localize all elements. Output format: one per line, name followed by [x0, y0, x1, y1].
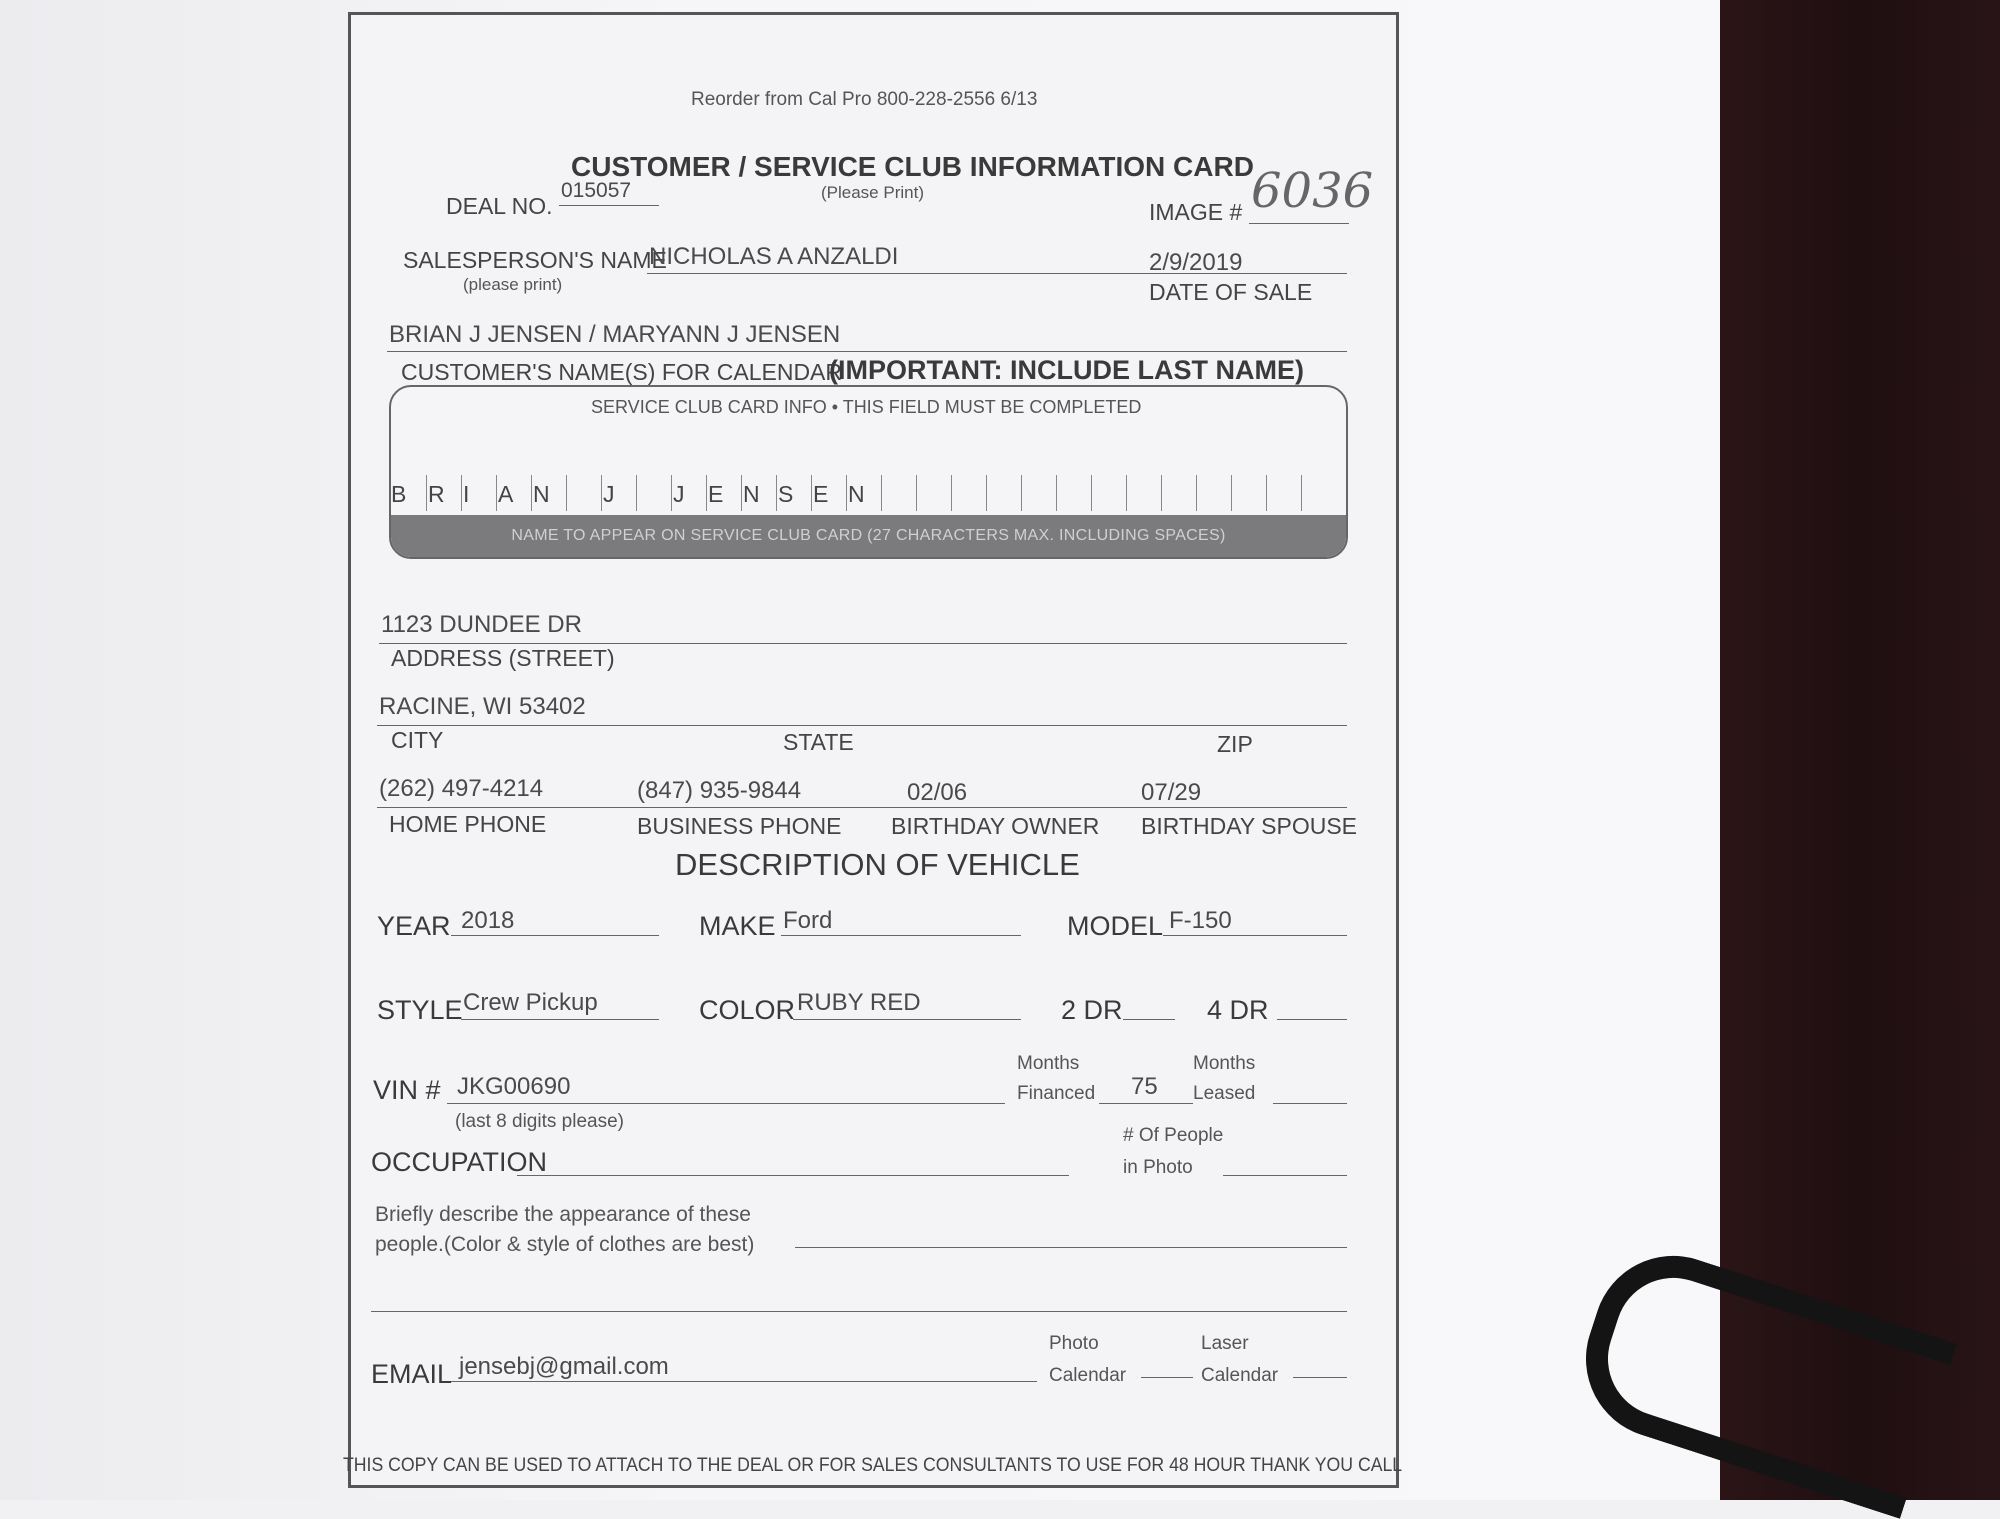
model-value: F-150 — [1169, 907, 1232, 934]
important-note: (IMPORTANT: INCLUDE LAST NAME) — [829, 355, 1304, 385]
vin-sublabel: (last 8 digits please) — [455, 1111, 624, 1132]
image-no-label: IMAGE # — [1149, 199, 1243, 225]
city-label: CITY — [391, 727, 444, 753]
style-value: Crew Pickup — [463, 989, 598, 1016]
zip-label: ZIP — [1217, 731, 1253, 757]
customer-names-label: CUSTOMER'S NAME(S) FOR CALENDAR — [401, 359, 843, 385]
describe-label-2: people.(Color & style of clothes are best) — [375, 1233, 755, 1256]
business-phone-value: (847) 935-9844 — [637, 777, 802, 804]
club-letter: B — [391, 481, 407, 507]
club-letter: N — [743, 481, 760, 507]
photo-calendar-label-1: Photo — [1049, 1333, 1099, 1354]
club-letter: E — [708, 481, 724, 507]
salesperson-label: SALESPERSON'S NAME — [403, 247, 667, 273]
street-label: ADDRESS (STREET) — [391, 645, 615, 671]
background-fabric — [1720, 0, 2000, 1500]
information-card — [343, 12, 1403, 1488]
vin-value: JKG00690 — [457, 1073, 571, 1100]
club-letter: S — [778, 481, 794, 507]
year-label: YEAR — [377, 911, 451, 941]
make-label: MAKE — [699, 911, 776, 941]
street-value: 1123 DUNDEE DR — [381, 611, 582, 638]
deal-no-value: 015057 — [561, 179, 632, 202]
describe-label-1: Briefly describe the appearance of these — [375, 1203, 751, 1226]
photo-calendar-label-2: Calendar — [1049, 1365, 1127, 1386]
date-of-sale-label: DATE OF SALE — [1149, 279, 1313, 305]
image-no-value: 6036 — [1251, 163, 1374, 219]
club-letter: N — [533, 481, 550, 507]
style-label: STYLE — [377, 995, 463, 1025]
state-label: STATE — [783, 729, 854, 755]
customer-names-value: BRIAN J JENSEN / MARYANN J JENSEN — [389, 321, 841, 348]
business-phone-label: BUSINESS PHONE — [637, 813, 842, 839]
service-club-header: SERVICE CLUB CARD INFO • THIS FIELD MUST BE COMPLETED — [591, 397, 1142, 417]
email-value: jensebj@gmail.com — [459, 1353, 669, 1380]
service-club-box — [389, 385, 1348, 559]
salesperson-value: NICHOLAS A ANZALDI — [649, 243, 899, 270]
club-letter: E — [813, 481, 829, 507]
four-door-label: 4 DR — [1207, 995, 1269, 1025]
months-financed-value: 75 — [1131, 1073, 1158, 1100]
club-letter: A — [498, 481, 514, 507]
city-state-zip-value: RACINE, WI 53402 — [379, 693, 586, 720]
deal-no-label: DEAL NO. — [446, 193, 553, 219]
two-door-label: 2 DR — [1061, 995, 1123, 1025]
card-title: CUSTOMER / SERVICE CLUB INFORMATION CARD — [571, 151, 1254, 182]
salesperson-sublabel: (please print) — [463, 275, 563, 294]
make-value: Ford — [783, 907, 833, 934]
date-of-sale-value: 2/9/2019 — [1149, 249, 1243, 276]
year-value: 2018 — [461, 907, 515, 934]
reorder-text: Reorder from Cal Pro 800-228-2556 6/13 — [691, 89, 1038, 110]
club-letter: N — [848, 481, 865, 507]
club-letter: J — [673, 481, 685, 507]
laser-calendar-label-1: Laser — [1201, 1333, 1249, 1354]
model-label: MODEL — [1067, 911, 1164, 941]
vin-label: VIN # — [373, 1075, 441, 1105]
birthday-spouse-label: BIRTHDAY SPOUSE — [1141, 813, 1358, 839]
people-in-photo-label-1: # Of People — [1123, 1125, 1224, 1146]
months-financed-label-2: Financed — [1017, 1083, 1096, 1104]
vehicle-heading: DESCRIPTION OF VEHICLE — [675, 847, 1080, 882]
months-leased-label-2: Leased — [1193, 1083, 1256, 1104]
home-phone-label: HOME PHONE — [389, 811, 547, 837]
club-letter: J — [603, 481, 615, 507]
service-club-footer-bar — [391, 515, 1346, 557]
birthday-owner-label: BIRTHDAY OWNER — [891, 813, 1100, 839]
months-leased-label-1: Months — [1193, 1053, 1256, 1074]
please-print-note: (Please Print) — [821, 183, 924, 202]
occupation-label: OCCUPATION — [371, 1147, 548, 1177]
laser-calendar-label-2: Calendar — [1201, 1365, 1279, 1386]
home-phone-value: (262) 497-4214 — [379, 775, 544, 802]
birthday-owner-value: 02/06 — [907, 779, 968, 806]
club-letter: R — [428, 481, 445, 507]
card-footer: THIS COPY CAN BE USED TO ATTACH TO THE DEAL OR FOR SALES CONSULTANTS TO USE FOR 48 HOUR THANK YOU CALL — [343, 1455, 1403, 1476]
color-value: RUBY RED — [797, 989, 921, 1016]
club-letter: I — [463, 481, 470, 507]
email-label: EMAIL — [371, 1359, 453, 1389]
people-in-photo-label-2: in Photo — [1123, 1157, 1193, 1178]
months-financed-label-1: Months — [1017, 1053, 1080, 1074]
color-label: COLOR — [699, 995, 796, 1025]
birthday-spouse-value: 07/29 — [1141, 779, 1202, 806]
service-club-footer: NAME TO APPEAR ON SERVICE CLUB CARD (27 CHARACTERS MAX. INCLUDING SPACES) — [511, 527, 1226, 544]
